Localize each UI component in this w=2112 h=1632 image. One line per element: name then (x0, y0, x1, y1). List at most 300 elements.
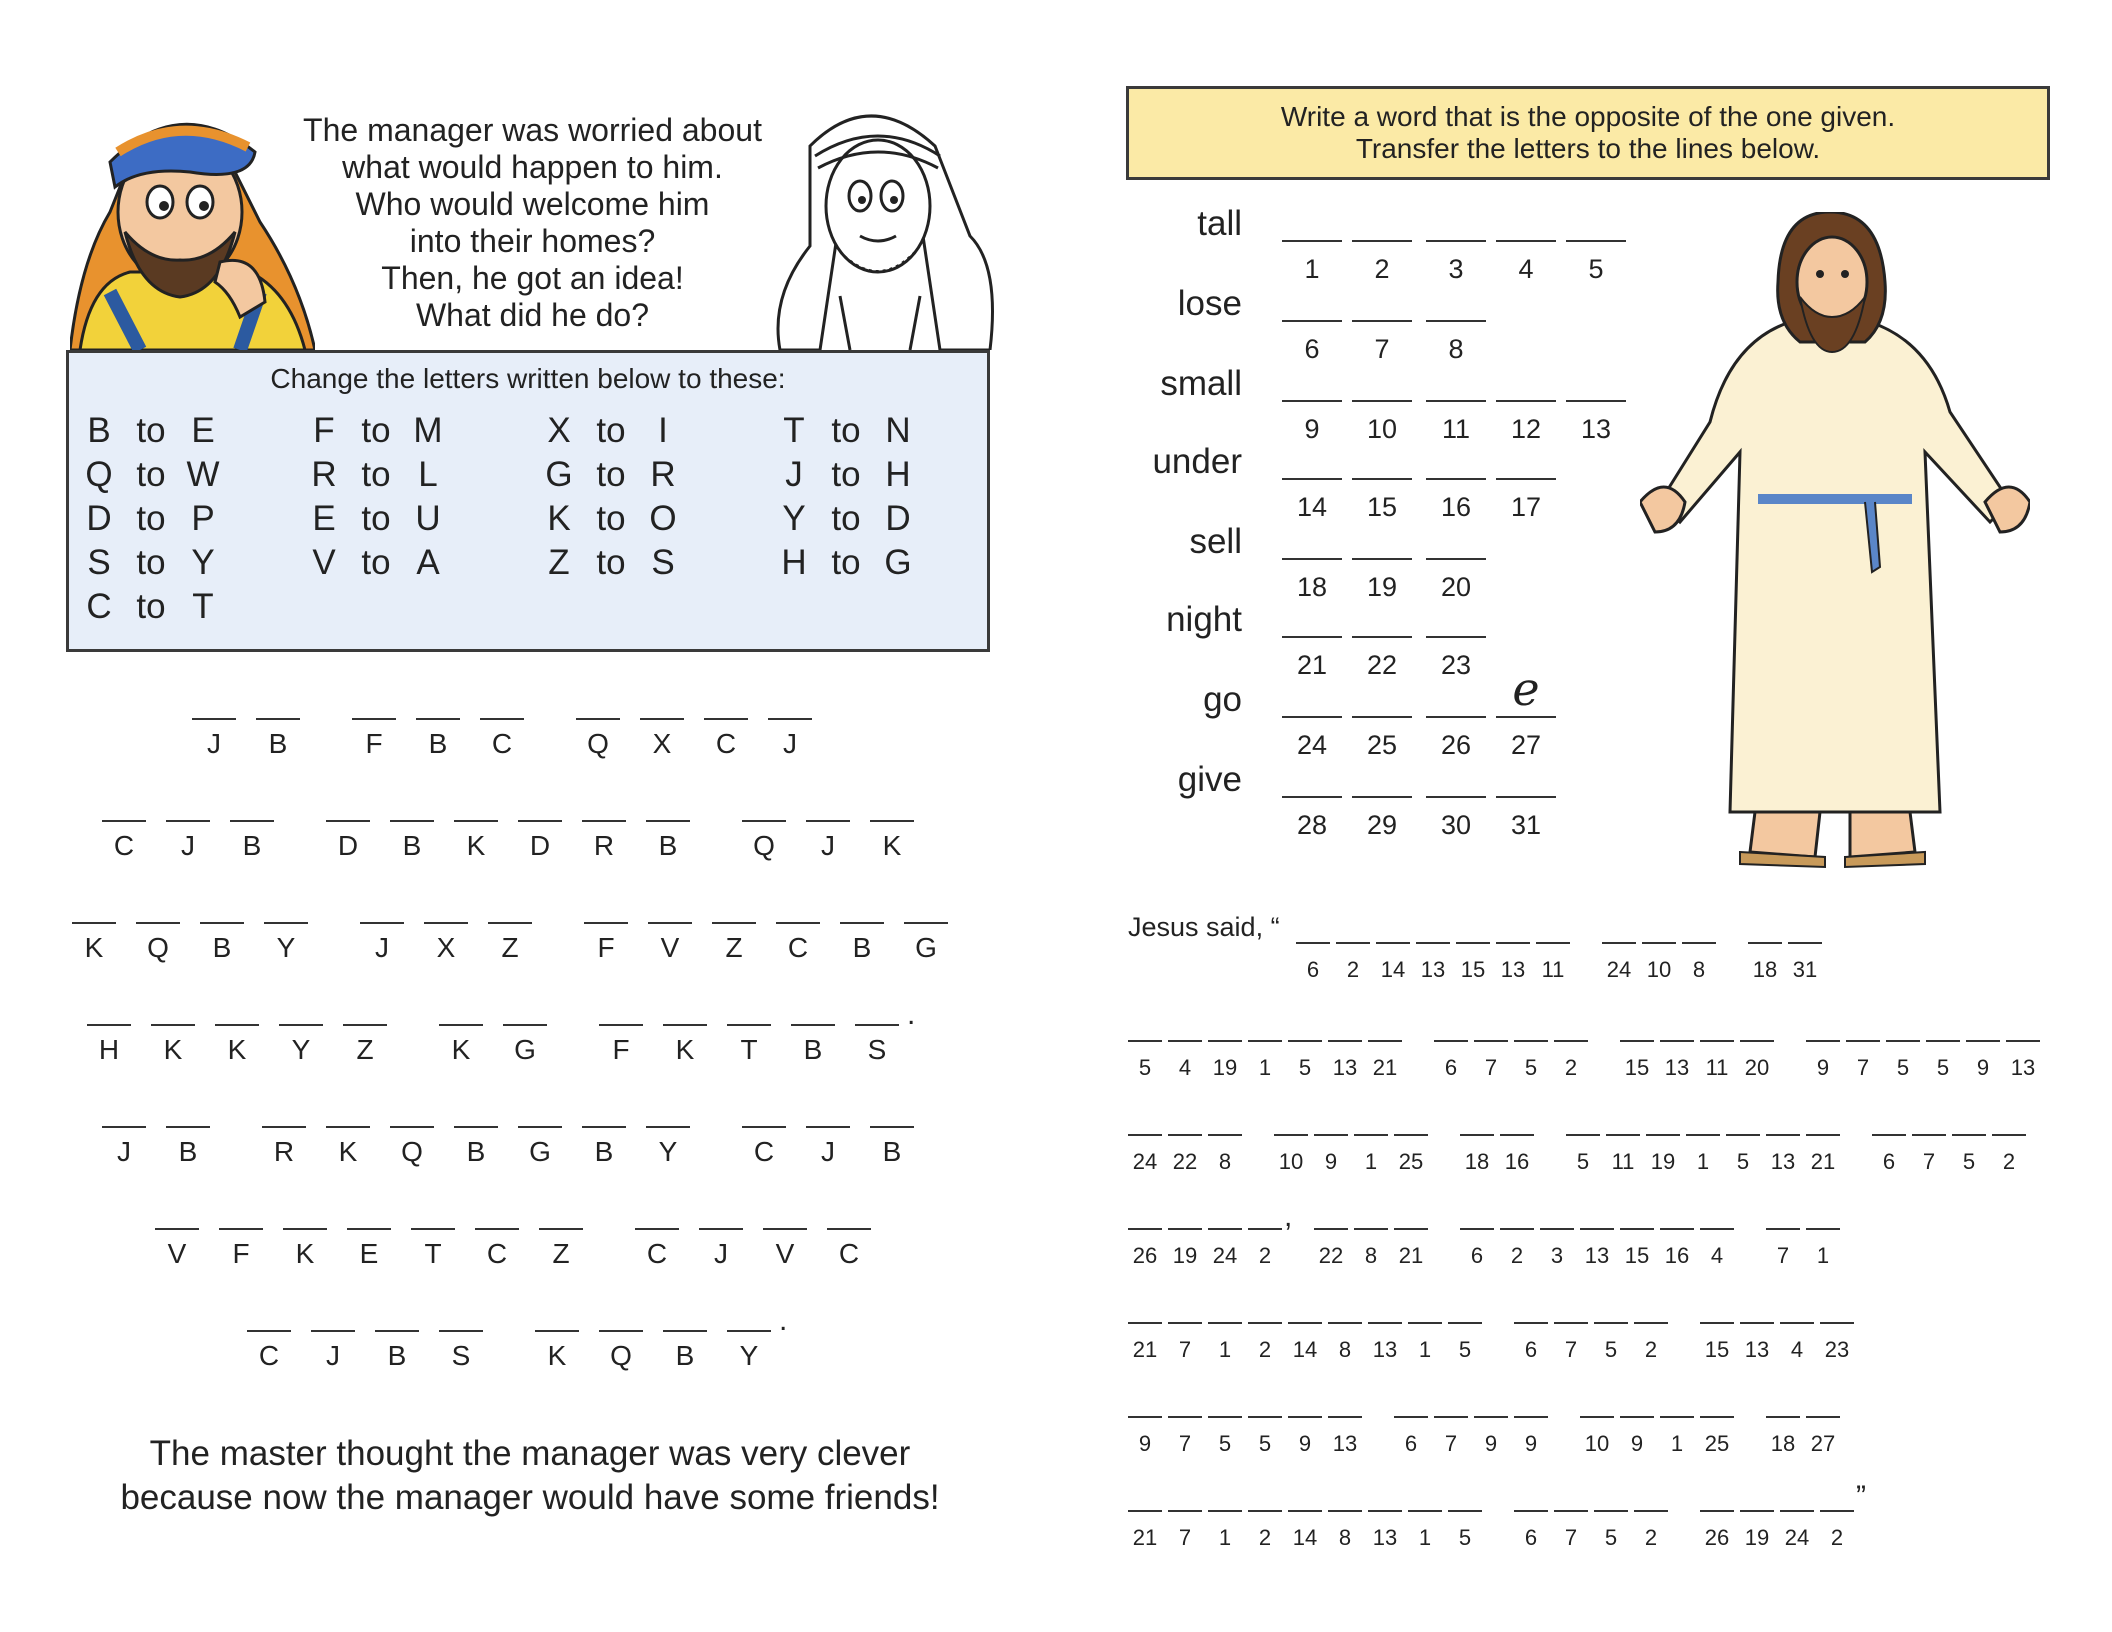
blank-number: 1 (1696, 1149, 1710, 1174)
code-key-box (66, 350, 990, 652)
cipher-blank[interactable] (153, 1228, 201, 1270)
cipher-blank[interactable] (245, 1330, 293, 1372)
quote-blank[interactable] (1700, 1322, 1734, 1362)
opposite-blank[interactable] (1282, 400, 1342, 445)
cipher-blank[interactable] (422, 922, 470, 964)
opposite-blank[interactable] (1496, 240, 1556, 285)
quote-blank[interactable] (1168, 1040, 1202, 1080)
cipher-blank[interactable] (228, 820, 276, 862)
quote-blank[interactable] (1168, 1228, 1202, 1268)
code-rule (79, 411, 223, 451)
quote-blank[interactable] (1368, 1040, 1402, 1080)
blank-line (584, 922, 628, 924)
opposite-blank[interactable] (1566, 240, 1626, 285)
blank-line (1620, 1040, 1654, 1042)
blank-line (1208, 1228, 1242, 1230)
cipher-word (633, 1228, 873, 1270)
quote-blank[interactable] (1328, 1416, 1362, 1456)
cipher-blank[interactable] (725, 1330, 773, 1372)
cipher-blank[interactable] (661, 1024, 709, 1066)
cipher-blank[interactable] (761, 1228, 809, 1270)
cipher-word (100, 820, 276, 862)
cipher-blank[interactable] (789, 1024, 837, 1066)
quote-blank[interactable] (1766, 1228, 1800, 1268)
blank-line (1426, 636, 1486, 638)
blank-number: 9 (1976, 1055, 1990, 1080)
cipher-blank[interactable] (309, 1330, 357, 1372)
quote-blank[interactable] (1566, 1134, 1600, 1174)
cipher-blank[interactable] (388, 820, 436, 862)
cipher-blank[interactable] (804, 820, 852, 862)
quote-blank[interactable] (1408, 1510, 1442, 1550)
quote-blank[interactable] (1766, 1134, 1800, 1174)
quote-blank[interactable] (1620, 1228, 1654, 1268)
blank-number: 18 (1770, 1431, 1796, 1456)
cipher-blank[interactable] (388, 1126, 436, 1168)
quote-blank[interactable] (1500, 1134, 1534, 1174)
opposite-blank[interactable] (1352, 320, 1412, 365)
quote-blank[interactable] (1448, 1510, 1482, 1550)
quote-blank[interactable] (1660, 1228, 1694, 1268)
blank-number: 21 (1372, 1055, 1398, 1080)
opposite-blank[interactable] (1426, 558, 1486, 603)
quote-blank[interactable] (1780, 1322, 1814, 1362)
blank-line (151, 1024, 195, 1026)
quote-blank[interactable] (1748, 942, 1782, 982)
opposite-blank[interactable] (1426, 478, 1486, 523)
blank-line (2006, 1040, 2040, 1042)
cipher-blank[interactable] (902, 922, 950, 964)
quote-blank[interactable] (1448, 1322, 1482, 1362)
quote-blank[interactable] (1514, 1040, 1548, 1080)
cipher-blank[interactable] (260, 1126, 308, 1168)
opposite-blank[interactable] (1496, 400, 1556, 445)
cipher-blank[interactable] (853, 1024, 901, 1066)
quote-blank[interactable] (1208, 1134, 1242, 1174)
quote-blank[interactable] (1128, 1228, 1162, 1268)
blank-number: 16 (1504, 1149, 1530, 1174)
cipher-blank[interactable] (341, 1024, 389, 1066)
blank-line (1168, 1228, 1202, 1230)
quote-blank[interactable] (1580, 1416, 1614, 1456)
opposite-blank[interactable] (1282, 636, 1342, 681)
blank-number: 4 (1178, 1055, 1192, 1080)
cipher-blank[interactable] (582, 922, 630, 964)
quote-blank[interactable] (1740, 1040, 1774, 1080)
quote-blank[interactable] (1460, 1228, 1494, 1268)
blank-line (480, 718, 524, 720)
quote-blank[interactable] (1700, 1510, 1734, 1550)
quote-word (1602, 942, 1716, 982)
quote-blank[interactable] (1368, 1322, 1402, 1362)
quote-blank[interactable] (1740, 1510, 1774, 1550)
cipher-blank[interactable] (638, 718, 686, 760)
quote-blank[interactable] (1168, 1510, 1202, 1550)
quote-blank[interactable] (1634, 1322, 1668, 1362)
quote-blank[interactable] (1128, 1416, 1162, 1456)
cipher-letter: K (547, 1340, 567, 1371)
quote-blank[interactable] (1820, 1322, 1854, 1362)
opposite-blank[interactable] (1282, 320, 1342, 365)
cipher-letter: Q (610, 1340, 632, 1371)
cipher-blank[interactable] (437, 1024, 485, 1066)
quote-blank[interactable] (1806, 1040, 1840, 1080)
quote-blank[interactable] (1248, 1416, 1282, 1456)
quote-blank[interactable] (1912, 1134, 1946, 1174)
cipher-blank[interactable] (633, 1228, 681, 1270)
blank-number: 7 (1178, 1431, 1192, 1456)
opposite-blank[interactable] (1352, 796, 1412, 841)
cipher-blank[interactable] (740, 820, 788, 862)
quote-blank[interactable] (1248, 1322, 1282, 1362)
quote-blank[interactable] (1368, 1510, 1402, 1550)
blank-line (576, 718, 620, 720)
cipher-blank[interactable] (774, 922, 822, 964)
cipher-blank[interactable] (838, 922, 886, 964)
opposite-blank[interactable] (1496, 716, 1556, 761)
cipher-blank[interactable] (358, 922, 406, 964)
quote-blank[interactable] (1886, 1040, 1920, 1080)
cipher-blank[interactable] (537, 1228, 585, 1270)
quote-blank[interactable] (1434, 1040, 1468, 1080)
blank-line (1514, 1510, 1548, 1512)
quote-blank[interactable] (1500, 1228, 1534, 1268)
blank-line (1766, 1228, 1800, 1230)
quote-blank[interactable] (2006, 1040, 2040, 1080)
cipher-blank[interactable] (213, 1024, 261, 1066)
blank-line (1766, 1134, 1800, 1136)
cipher-blank[interactable] (149, 1024, 197, 1066)
quote-blank[interactable] (1514, 1322, 1548, 1362)
blank-line (1514, 1322, 1548, 1324)
opposite-blank[interactable] (1426, 320, 1486, 365)
quote-blank[interactable] (1456, 942, 1490, 982)
cipher-blank[interactable] (725, 1024, 773, 1066)
cipher-blank[interactable] (868, 820, 916, 862)
cipher-blank[interactable] (740, 1126, 788, 1168)
cipher-blank[interactable] (516, 1126, 564, 1168)
blank-line (1352, 400, 1412, 402)
blank-number: 13 (1332, 1431, 1358, 1456)
opposite-blank[interactable] (1426, 716, 1486, 761)
cipher-blank[interactable] (324, 820, 372, 862)
quote-blank[interactable] (1806, 1134, 1840, 1174)
blank-number: 9 (1138, 1431, 1152, 1456)
rule-from: F (313, 411, 335, 450)
cipher-blank[interactable] (437, 1330, 485, 1372)
cipher-blank[interactable] (262, 922, 310, 964)
blank-line (166, 820, 210, 822)
rule-from: D (86, 499, 112, 538)
cipher-blank[interactable] (254, 718, 302, 760)
cipher-blank[interactable] (100, 820, 148, 862)
quote-blank[interactable] (1514, 1416, 1548, 1456)
quote-blank[interactable] (1474, 1040, 1508, 1080)
opposite-blank[interactable] (1426, 796, 1486, 841)
quote-blank[interactable] (1594, 1510, 1628, 1550)
opposite-blank[interactable] (1352, 240, 1412, 285)
cipher-blank[interactable] (134, 922, 182, 964)
quote-blank[interactable] (1766, 1416, 1800, 1456)
cipher-blank[interactable] (478, 718, 526, 760)
quote-blank[interactable] (1700, 1228, 1734, 1268)
quote-blank[interactable] (1128, 1510, 1162, 1550)
quote-blank[interactable] (1496, 942, 1530, 982)
quote-blank[interactable] (1354, 1134, 1388, 1174)
quote-blank[interactable] (1536, 942, 1570, 982)
cipher-blank[interactable] (597, 1330, 645, 1372)
opposite-blank[interactable] (1282, 478, 1342, 523)
cipher-blank[interactable] (217, 1228, 265, 1270)
cipher-letter: J (326, 1340, 340, 1371)
cipher-blank[interactable] (661, 1330, 709, 1372)
quote-blank[interactable] (1540, 1228, 1574, 1268)
cipher-blank[interactable] (766, 718, 814, 760)
quote-blank[interactable] (1780, 1510, 1814, 1550)
filled-letter: e (1512, 662, 1540, 716)
quote-blank[interactable] (1274, 1134, 1308, 1174)
quote-blank[interactable] (1646, 1134, 1680, 1174)
quote-blank[interactable] (1620, 1040, 1654, 1080)
blank-line (1500, 1228, 1534, 1230)
blank-number: 9 (1484, 1431, 1498, 1456)
opposite-blank[interactable] (1282, 716, 1342, 761)
quote-blank[interactable] (1248, 1510, 1282, 1550)
quote-blank[interactable] (1394, 1134, 1428, 1174)
quote-blank[interactable] (1554, 1510, 1588, 1550)
opposite-blank[interactable] (1426, 400, 1486, 445)
cipher-blank[interactable] (190, 718, 238, 760)
cipher-blank[interactable] (409, 1228, 457, 1270)
quote-blank[interactable] (1554, 1322, 1588, 1362)
quote-blank[interactable] (1602, 942, 1636, 982)
cipher-blank[interactable] (324, 1126, 372, 1168)
quote-blank[interactable] (1788, 942, 1822, 982)
quote-blank[interactable] (1620, 1416, 1654, 1456)
blank-number: 6 (1444, 1055, 1458, 1080)
quote-blank[interactable] (1394, 1416, 1428, 1456)
opposite-blank[interactable] (1282, 558, 1342, 603)
quote-blank[interactable] (1660, 1416, 1694, 1456)
blank-number: 7 (1374, 334, 1390, 364)
cipher-blank[interactable] (644, 820, 692, 862)
quote-blank[interactable] (1806, 1228, 1840, 1268)
blank-line (1208, 1510, 1242, 1512)
opposite-blank[interactable] (1282, 796, 1342, 841)
quote-blank[interactable] (1806, 1416, 1840, 1456)
opposite-blank[interactable] (1496, 478, 1556, 523)
rule-connector: to (361, 411, 391, 450)
quote-blank[interactable] (1966, 1040, 2000, 1080)
opposite-blank[interactable] (1496, 796, 1556, 841)
cipher-blank[interactable] (164, 820, 212, 862)
code-rule (539, 543, 683, 583)
cipher-blank[interactable] (70, 922, 118, 964)
quote-blank[interactable] (1296, 942, 1330, 982)
cipher-blank[interactable] (473, 1228, 521, 1270)
cipher-blank[interactable] (825, 1228, 873, 1270)
cipher-word (100, 1126, 212, 1168)
blank-number: 5 (1524, 1055, 1538, 1080)
quote-blank[interactable] (1314, 1228, 1348, 1268)
quote-blank[interactable] (1474, 1416, 1508, 1456)
opposite-blank[interactable] (1352, 558, 1412, 603)
blank-line (1208, 1040, 1242, 1042)
quote-blank[interactable] (1846, 1040, 1880, 1080)
quote-blank[interactable] (1992, 1134, 2026, 1174)
cipher-blank[interactable] (702, 718, 750, 760)
cipher-blank[interactable] (580, 1126, 628, 1168)
blank-line (1806, 1416, 1840, 1418)
blank-line (1352, 636, 1412, 638)
quote-blank[interactable] (1460, 1134, 1494, 1174)
quote-blank[interactable] (1354, 1228, 1388, 1268)
quote-blank[interactable] (1952, 1134, 1986, 1174)
cipher-blank[interactable] (597, 1024, 645, 1066)
cipher-blank[interactable] (373, 1330, 421, 1372)
cipher-blank[interactable] (85, 1024, 133, 1066)
blank-line (535, 1330, 579, 1332)
quote-blank[interactable] (1820, 1510, 1854, 1550)
blank-line (424, 922, 468, 924)
quote-blank[interactable] (1634, 1510, 1668, 1550)
cipher-blank[interactable] (164, 1126, 212, 1168)
blank-line (1208, 1134, 1242, 1136)
quote-blank[interactable] (1660, 1040, 1694, 1080)
blank-line (1740, 1322, 1774, 1324)
cipher-blank[interactable] (350, 718, 398, 760)
cipher-blank[interactable] (868, 1126, 916, 1168)
quote-blank[interactable] (1514, 1510, 1548, 1550)
blank-number: 2 (1830, 1525, 1844, 1550)
quote-blank[interactable] (1580, 1228, 1614, 1268)
blank-line (646, 820, 690, 822)
cipher-blank[interactable] (452, 820, 500, 862)
cipher-letter: K (675, 1034, 695, 1065)
cipher-blank[interactable] (198, 922, 246, 964)
quote-blank[interactable] (1128, 1134, 1162, 1174)
quote-blank[interactable] (1700, 1416, 1734, 1456)
cipher-blank[interactable] (697, 1228, 745, 1270)
opposite-blank[interactable] (1352, 636, 1412, 681)
quote-blank[interactable] (1128, 1322, 1162, 1362)
quote-blank[interactable] (1328, 1040, 1362, 1080)
quote-blank[interactable] (1394, 1228, 1428, 1268)
quote-blank[interactable] (1328, 1510, 1362, 1550)
cipher-letter: R (273, 1136, 295, 1167)
quote-word (1128, 1322, 1482, 1362)
opposite-blank[interactable] (1352, 716, 1412, 761)
quote-blank[interactable] (1336, 942, 1370, 982)
cipher-letter: K (84, 932, 104, 963)
cipher-blank[interactable] (345, 1228, 393, 1270)
cipher-blank[interactable] (501, 1024, 549, 1066)
quote-blank[interactable] (1872, 1134, 1906, 1174)
cipher-blank[interactable] (580, 820, 628, 862)
quote-blank[interactable] (1208, 1228, 1242, 1268)
opposite-blank[interactable] (1426, 240, 1486, 285)
quote-blank[interactable] (1288, 1510, 1322, 1550)
quote-blank[interactable] (1128, 1040, 1162, 1080)
quote-blank[interactable] (1208, 1510, 1242, 1550)
cipher-blank[interactable] (644, 1126, 692, 1168)
quote-blank[interactable] (1208, 1416, 1242, 1456)
blank-line (1248, 1228, 1282, 1230)
quote-blank[interactable] (1682, 942, 1716, 982)
blank-line (663, 1024, 707, 1026)
quote-word (1580, 1416, 1734, 1456)
quote-blank[interactable] (1248, 1228, 1282, 1268)
opposite-blank[interactable] (1352, 400, 1412, 445)
cipher-blank[interactable] (281, 1228, 329, 1270)
blank-number: 31 (1792, 957, 1818, 982)
quote-blank[interactable] (1314, 1134, 1348, 1174)
blank-line (1168, 1510, 1202, 1512)
cipher-blank[interactable] (516, 820, 564, 862)
cipher-letter: K (466, 830, 486, 861)
quote-blank[interactable] (1168, 1416, 1202, 1456)
quote-blank[interactable] (1208, 1322, 1242, 1362)
cipher-letter: B (803, 1034, 823, 1065)
quote-blank[interactable] (1434, 1416, 1468, 1456)
cipher-blank[interactable] (804, 1126, 852, 1168)
cipher-blank[interactable] (452, 1126, 500, 1168)
opposite-clue: small (1160, 364, 1242, 403)
quote-blank[interactable] (1328, 1322, 1362, 1362)
opposite-blank[interactable] (1352, 478, 1412, 523)
cipher-letter: S (451, 1340, 471, 1371)
quote-blank[interactable] (1726, 1134, 1760, 1174)
cipher-blank[interactable] (100, 1126, 148, 1168)
blank-line (1788, 942, 1822, 944)
cipher-blank[interactable] (486, 922, 534, 964)
quote-blank[interactable] (1208, 1040, 1242, 1080)
quote-blank[interactable] (1554, 1040, 1588, 1080)
blank-line (1434, 1416, 1468, 1418)
quote-blank[interactable] (1168, 1322, 1202, 1362)
quote-blank[interactable] (1740, 1322, 1774, 1362)
quote-blank[interactable] (1248, 1040, 1282, 1080)
cipher-blank[interactable] (574, 718, 622, 760)
cipher-blank[interactable] (646, 922, 694, 964)
quote-blank[interactable] (1288, 1040, 1322, 1080)
quote-blank[interactable] (1594, 1322, 1628, 1362)
cipher-blank[interactable] (710, 922, 758, 964)
cipher-blank[interactable] (414, 718, 462, 760)
blank-number: 8 (1218, 1149, 1232, 1174)
blank-line (102, 1126, 146, 1128)
quote-blank[interactable] (1416, 942, 1450, 982)
quote-blank[interactable] (1168, 1134, 1202, 1174)
cipher-letter: C (838, 1238, 860, 1269)
quote-blank[interactable] (1288, 1322, 1322, 1362)
cipher-blank[interactable] (277, 1024, 325, 1066)
quote-blank[interactable] (1376, 942, 1410, 982)
quote-blank[interactable] (1642, 942, 1676, 982)
opposite-blank[interactable] (1426, 636, 1486, 681)
opposite-blank[interactable] (1282, 240, 1342, 285)
opposite-blank[interactable] (1566, 400, 1626, 445)
quote-blank[interactable] (1606, 1134, 1640, 1174)
quote-blank[interactable] (1288, 1416, 1322, 1456)
quote-blank[interactable] (1686, 1134, 1720, 1174)
quote-blank[interactable] (1408, 1322, 1442, 1362)
cipher-blank[interactable] (533, 1330, 581, 1372)
quote-blank[interactable] (1926, 1040, 1960, 1080)
quote-blank[interactable] (1700, 1040, 1734, 1080)
blank-number: 1 (1418, 1525, 1432, 1550)
blank-line (840, 922, 884, 924)
